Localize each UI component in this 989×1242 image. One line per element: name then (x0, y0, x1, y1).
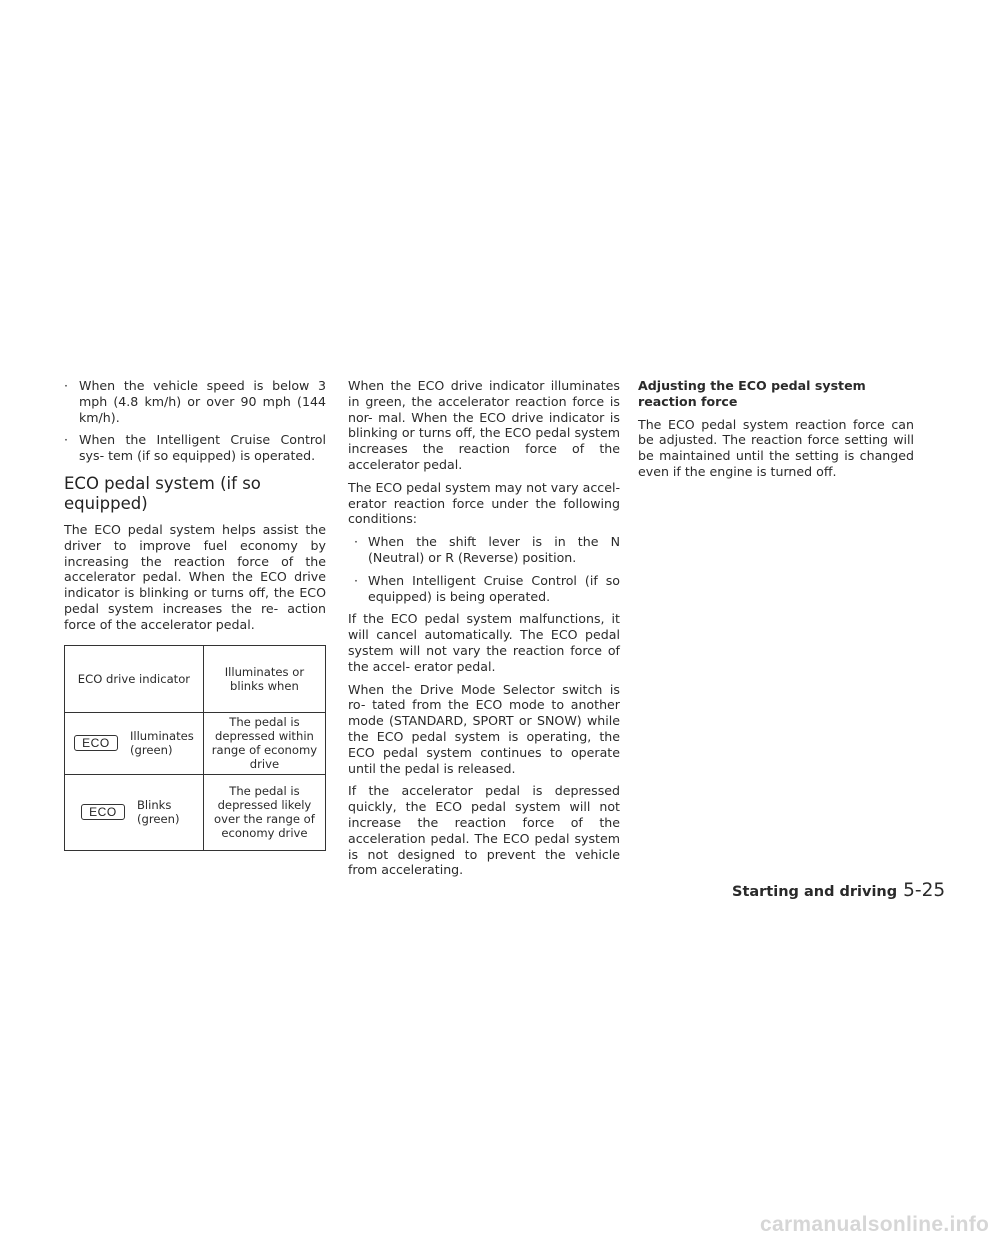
footer-section-title: Starting and driving (732, 884, 898, 900)
table-header-condition: Illuminates or blinks when (203, 645, 325, 712)
watermark: carmanualsonline.info (760, 1213, 989, 1236)
eco-indicator-table (64, 645, 326, 851)
bullet-text: When the Intelligent Cruise Control sys- tem (if so equipped) is operated. (79, 432, 326, 464)
column-left (64, 378, 326, 851)
paragraph: The ECO pedal system reaction force can be adjusted. The reaction force setting will be maintained until the setting is changed even if the engine is turned off. (638, 416, 914, 479)
indicator-state: Illuminates (green) (129, 729, 194, 758)
bullet-glyph: · (354, 572, 359, 588)
page-footer (732, 880, 945, 901)
page-number: 5-25 (903, 880, 946, 901)
bullet-text: When the vehicle speed is below 3 mph (4.8 km/h) or over 90 mph (144 km/h). (79, 378, 326, 425)
column-right (638, 378, 914, 487)
bullet-glyph: · (64, 432, 69, 448)
condition-text: The pedal is depressed likely over the range of economy drive (203, 774, 325, 850)
table-row (65, 712, 326, 774)
table-header-indicator: ECO drive indicator (65, 645, 204, 712)
bullet-text: When the shift lever is in the N (Neutral) or R (Reverse) position. (368, 534, 620, 565)
list-item (348, 573, 620, 605)
bullet-glyph: · (354, 534, 359, 550)
paragraph: When the Drive Mode Selector switch is ro- tated from the ECO mode to another mode (STANDARD, SPORT or SNOW) while the ECO pedal system is operating, the ECO pedal system continues to operate until the pedal is released. (348, 681, 620, 776)
column-middle (348, 378, 620, 885)
list-item (64, 378, 326, 425)
paragraph: The ECO pedal system may not vary accel- erator reaction force under the following conditions: (348, 479, 620, 527)
eco-indicator-icon: ECO (81, 804, 125, 820)
list-item (348, 534, 620, 566)
paragraph: If the ECO pedal system malfunctions, it will cancel automatically. The ECO pedal system will not vary the reaction force of the accel- erator pedal. (348, 611, 620, 674)
indicator-state: Blinks (green) (136, 798, 180, 827)
paragraph: When the ECO drive indicator illuminates in green, the accelerator reaction force is nor- mal. When the ECO drive indicator is blinking or turns off, the ECO pedal system increases the reaction force of the accelerator pedal. (348, 378, 620, 472)
paragraph: If the accelerator pedal is depressed quickly, the ECO pedal system will not increase the reaction force of the acceleration pedal. The ECO pedal system is not designed to prevent the vehicle from accelerating. (348, 783, 620, 878)
list-item (64, 432, 326, 464)
section-heading: ECO pedal system (if so equipped) (64, 473, 261, 513)
intro-paragraph: The ECO pedal system helps assist the driver to improve fuel economy by increasing the reaction force of the accelerator pedal. When the ECO drive indicator is blinking or turns off, the ECO pedal system increases the re- action force of the accelerator pedal. (64, 521, 326, 632)
condition-text: The pedal is depressed within range of economy drive (203, 712, 325, 774)
bullet-glyph: · (64, 378, 69, 393)
table-header-row (65, 645, 326, 712)
bullet-text: When Intelligent Cruise Control (if so equipped) is being operated. (368, 572, 620, 604)
eco-indicator-icon: ECO (74, 735, 118, 751)
table-row (65, 774, 326, 850)
subsection-heading: Adjusting the ECO pedal system reaction force (638, 378, 866, 409)
